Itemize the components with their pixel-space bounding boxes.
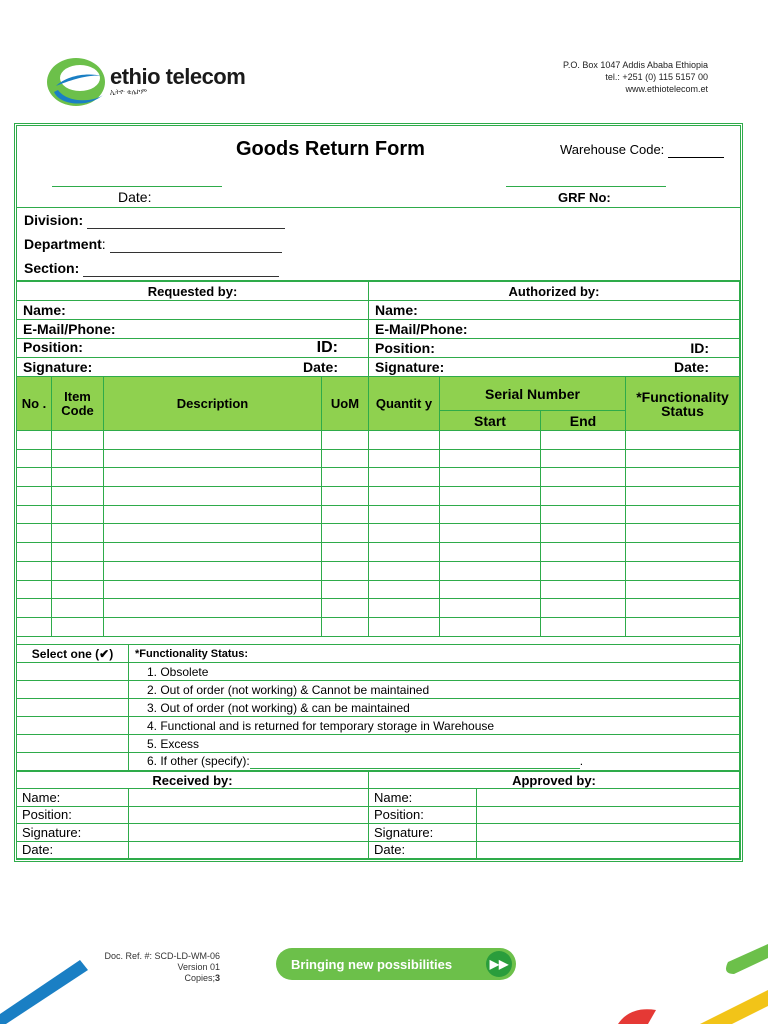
cell-no[interactable] — [17, 449, 52, 468]
cell-serial-end[interactable] — [541, 561, 626, 580]
cell-serial-end[interactable] — [541, 431, 626, 450]
received-by-header: Received by: — [17, 772, 369, 789]
cell-description[interactable] — [104, 449, 322, 468]
warehouse-code-label: Warehouse Code: — [560, 142, 665, 157]
table-row — [17, 561, 740, 580]
cell-serial-start[interactable] — [440, 449, 541, 468]
cell-functionality-status[interactable] — [626, 580, 740, 599]
cell-serial-start[interactable] — [440, 431, 541, 450]
logo-swoosh-icon — [46, 56, 108, 108]
cell-uom[interactable] — [322, 617, 369, 636]
tagline-banner — [276, 948, 516, 980]
requested-by-header: Requested by: — [17, 282, 369, 301]
select-one-header: Select one (✔) — [17, 645, 129, 663]
cell-uom[interactable] — [322, 599, 369, 618]
cell-uom[interactable] — [322, 449, 369, 468]
cell-item-code[interactable] — [52, 561, 104, 580]
col-uom: UoM — [322, 377, 369, 431]
table-row — [17, 599, 740, 618]
authorizer-email-field[interactable]: E-Mail/Phone: — [369, 320, 740, 339]
cell-uom[interactable] — [322, 431, 369, 450]
approver-date-label: Date: — [369, 841, 477, 858]
receiver-name-label: Name: — [17, 789, 129, 806]
cell-serial-start[interactable] — [440, 505, 541, 524]
cell-functionality-status[interactable] — [626, 617, 740, 636]
position-label: Position: — [23, 339, 83, 355]
cell-quantity[interactable] — [369, 487, 440, 506]
section-field[interactable] — [83, 260, 279, 277]
tagline-text: Bringing new possibilities — [291, 957, 453, 972]
cell-item-code[interactable] — [52, 449, 104, 468]
table-row — [17, 487, 740, 506]
telephone: tel.: +251 (0) 115 5157 00 — [605, 72, 708, 82]
col-description: Description — [104, 377, 322, 431]
cell-serial-end[interactable] — [541, 468, 626, 487]
cell-serial-end[interactable] — [541, 580, 626, 599]
col-functionality-status: *Functionality Status — [626, 377, 740, 431]
cell-description[interactable] — [104, 468, 322, 487]
division-row — [24, 212, 285, 229]
functionality-option: 5. Excess — [129, 735, 740, 753]
other-specify-field[interactable] — [250, 754, 580, 769]
list-item — [17, 735, 740, 753]
approver-name-label: Name: — [369, 789, 477, 806]
table-row — [17, 468, 740, 487]
cell-quantity[interactable] — [369, 449, 440, 468]
cell-item-code[interactable] — [52, 617, 104, 636]
cell-serial-start[interactable] — [440, 468, 541, 487]
date-label: Date: — [302, 359, 338, 375]
list-item — [17, 717, 740, 735]
copies-number: 3 — [214, 973, 220, 983]
website: www.ethiotelecom.et — [625, 84, 708, 94]
warehouse-code-field[interactable] — [668, 142, 724, 158]
cell-item-code[interactable] — [52, 580, 104, 599]
select-cell[interactable] — [17, 735, 129, 753]
cell-serial-end[interactable] — [541, 449, 626, 468]
blue-stripe-decoration — [0, 960, 90, 1024]
select-cell[interactable] — [17, 663, 129, 681]
cell-quantity[interactable] — [369, 599, 440, 618]
functionality-option: 3. Out of order (not working) & can be maintained — [129, 699, 740, 717]
section-label: Section: — [24, 260, 80, 276]
col-serial-end: End — [541, 411, 626, 431]
doc-ref-number: Doc. Ref. #: SCD-LD-WM-06 — [104, 951, 220, 961]
receiver-position-field[interactable] — [129, 806, 369, 823]
table-row — [17, 505, 740, 524]
warehouse-code — [560, 142, 724, 158]
requester-name-field[interactable]: Name: — [17, 301, 369, 320]
fast-forward-icon: ▶▶ — [486, 951, 512, 977]
table-row — [17, 431, 740, 450]
cell-functionality-status[interactable] — [626, 487, 740, 506]
cell-serial-start[interactable] — [440, 599, 541, 618]
select-cell[interactable] — [17, 681, 129, 699]
receiver-position-label: Position: — [17, 806, 129, 823]
table-row — [17, 617, 740, 636]
date-label: Date: — [673, 359, 709, 375]
authorizer-name-field[interactable]: Name: — [369, 301, 740, 320]
cell-functionality-status[interactable] — [626, 449, 740, 468]
col-serial-number: Serial Number — [440, 377, 626, 411]
org-section — [16, 208, 740, 281]
form-title: Goods Return Form — [236, 138, 425, 160]
table-row — [17, 449, 740, 468]
table-row — [17, 543, 740, 562]
select-cell[interactable] — [17, 699, 129, 717]
cell-functionality-status[interactable] — [626, 561, 740, 580]
authorizer-position-field[interactable] — [369, 339, 740, 358]
cell-description[interactable] — [104, 617, 322, 636]
cell-item-code[interactable] — [52, 599, 104, 618]
department-label: Department — [24, 236, 102, 252]
cell-quantity[interactable] — [369, 543, 440, 562]
approver-date-field[interactable] — [477, 841, 740, 858]
cell-description[interactable] — [104, 580, 322, 599]
department-field[interactable] — [110, 236, 282, 253]
cell-description[interactable] — [104, 487, 322, 506]
po-box: P.O. Box 1047 Addis Ababa Ethiopia — [563, 60, 708, 70]
cell-quantity[interactable] — [369, 617, 440, 636]
cell-item-code[interactable] — [52, 468, 104, 487]
cell-uom[interactable] — [322, 487, 369, 506]
cell-uom[interactable] — [322, 580, 369, 599]
color-stripes-decoration — [610, 940, 768, 1024]
cell-serial-start[interactable] — [440, 580, 541, 599]
cell-item-code[interactable] — [52, 487, 104, 506]
list-item — [17, 699, 740, 717]
cell-serial-start[interactable] — [440, 617, 541, 636]
cell-serial-end[interactable] — [541, 543, 626, 562]
doc-version: Version 01 — [177, 962, 220, 972]
cell-no[interactable] — [17, 599, 52, 618]
cell-uom[interactable] — [322, 561, 369, 580]
cell-functionality-status[interactable] — [626, 599, 740, 618]
cell-no[interactable] — [17, 431, 52, 450]
cell-item-code[interactable] — [52, 524, 104, 543]
functionality-option: 2. Out of order (not working) & Cannot be maintained — [129, 681, 740, 699]
cell-no[interactable] — [17, 543, 52, 562]
col-serial-start: Start — [440, 411, 541, 431]
cell-functionality-status[interactable] — [626, 431, 740, 450]
table-row — [17, 524, 740, 543]
position-label: Position: — [375, 340, 435, 356]
cell-quantity[interactable] — [369, 524, 440, 543]
functionality-table — [16, 644, 740, 771]
cell-serial-end[interactable] — [541, 505, 626, 524]
cell-description[interactable] — [104, 524, 322, 543]
cell-no[interactable] — [17, 487, 52, 506]
approved-by-header: Approved by: — [369, 772, 740, 789]
brand-name: ethio telecom — [110, 64, 246, 89]
signature-label: Signature: — [375, 359, 445, 375]
request-table — [16, 281, 740, 377]
cell-no[interactable] — [17, 580, 52, 599]
cell-serial-end[interactable] — [541, 617, 626, 636]
col-no: No . — [17, 377, 52, 431]
brand-subname: ኢትዮ ቴሌኮም — [110, 89, 148, 96]
list-item — [17, 681, 740, 699]
cell-no[interactable] — [17, 505, 52, 524]
grf-no-label: GRF No: — [558, 190, 611, 205]
cell-item-code[interactable] — [52, 543, 104, 562]
signoff-table — [16, 771, 740, 859]
approver-name-field[interactable] — [477, 789, 740, 806]
cell-description[interactable] — [104, 599, 322, 618]
cell-quantity[interactable] — [369, 431, 440, 450]
ethio-telecom-logo — [46, 56, 246, 108]
receiver-signature-label: Signature: — [17, 824, 129, 841]
cell-quantity[interactable] — [369, 468, 440, 487]
date-label: Date: — [118, 189, 152, 205]
copies-label: Copies; — [184, 973, 215, 983]
date-field[interactable] — [52, 186, 222, 187]
receiver-date-label: Date: — [17, 841, 129, 858]
requester-email-field[interactable]: E-Mail/Phone: — [17, 320, 369, 339]
approver-signature-field[interactable] — [477, 824, 740, 841]
select-cell[interactable] — [17, 717, 129, 735]
cell-uom[interactable] — [322, 505, 369, 524]
list-item — [17, 753, 740, 771]
list-item — [17, 663, 740, 681]
contact-block — [563, 59, 708, 95]
id-label: ID: — [316, 339, 338, 356]
form-header — [16, 126, 740, 208]
cell-functionality-status[interactable] — [626, 543, 740, 562]
cell-no[interactable] — [17, 617, 52, 636]
receiver-name-field[interactable] — [129, 789, 369, 806]
division-label: Division: — [24, 212, 84, 228]
cell-uom[interactable] — [322, 524, 369, 543]
col-item-code: Item Code — [52, 377, 104, 431]
approver-position-label: Position: — [369, 806, 477, 823]
approver-signature-label: Signature: — [369, 824, 477, 841]
cell-serial-end[interactable] — [541, 487, 626, 506]
cell-quantity[interactable] — [369, 505, 440, 524]
functionality-option: 4. Functional and is returned for temporary storage in Warehouse — [129, 717, 740, 735]
signature-label: Signature: — [23, 359, 93, 375]
approver-position-field[interactable] — [477, 806, 740, 823]
cell-serial-end[interactable] — [541, 599, 626, 618]
cell-quantity[interactable] — [369, 561, 440, 580]
authorizer-signature-field[interactable] — [369, 358, 740, 377]
requester-position-field[interactable] — [17, 339, 369, 358]
receiver-signature-field[interactable] — [129, 824, 369, 841]
cell-item-code[interactable] — [52, 431, 104, 450]
cell-item-code[interactable] — [52, 505, 104, 524]
cell-no[interactable] — [17, 468, 52, 487]
cell-uom[interactable] — [322, 468, 369, 487]
id-label: ID: — [690, 340, 709, 356]
section-row — [24, 260, 279, 277]
cell-functionality-status[interactable] — [626, 468, 740, 487]
table-row — [17, 580, 740, 599]
authorized-by-header: Authorized by: — [369, 282, 740, 301]
cell-functionality-status[interactable] — [626, 524, 740, 543]
grf-no-field[interactable] — [506, 186, 666, 187]
receiver-date-field[interactable] — [129, 841, 369, 858]
cell-description[interactable] — [104, 431, 322, 450]
department-row: Department: — [24, 236, 282, 253]
select-cell[interactable] — [17, 753, 129, 771]
cell-description[interactable] — [104, 543, 322, 562]
cell-functionality-status[interactable] — [626, 505, 740, 524]
items-table — [16, 376, 740, 637]
functionality-option: 6. If other (specify): . — [129, 753, 740, 771]
cell-serial-start[interactable] — [440, 561, 541, 580]
requester-signature-field[interactable] — [17, 358, 369, 377]
functionality-option: 1. Obsolete — [129, 663, 740, 681]
col-quantity: Quantit y — [369, 377, 440, 431]
cell-quantity[interactable] — [369, 580, 440, 599]
cell-serial-start[interactable] — [440, 524, 541, 543]
cell-no[interactable] — [17, 561, 52, 580]
cell-serial-end[interactable] — [541, 524, 626, 543]
cell-description[interactable] — [104, 561, 322, 580]
functionality-status-header: *Functionality Status: — [129, 645, 740, 663]
division-field[interactable] — [87, 212, 285, 229]
cell-description[interactable] — [104, 505, 322, 524]
cell-serial-start[interactable] — [440, 487, 541, 506]
cell-uom[interactable] — [322, 543, 369, 562]
cell-serial-start[interactable] — [440, 543, 541, 562]
cell-no[interactable] — [17, 524, 52, 543]
